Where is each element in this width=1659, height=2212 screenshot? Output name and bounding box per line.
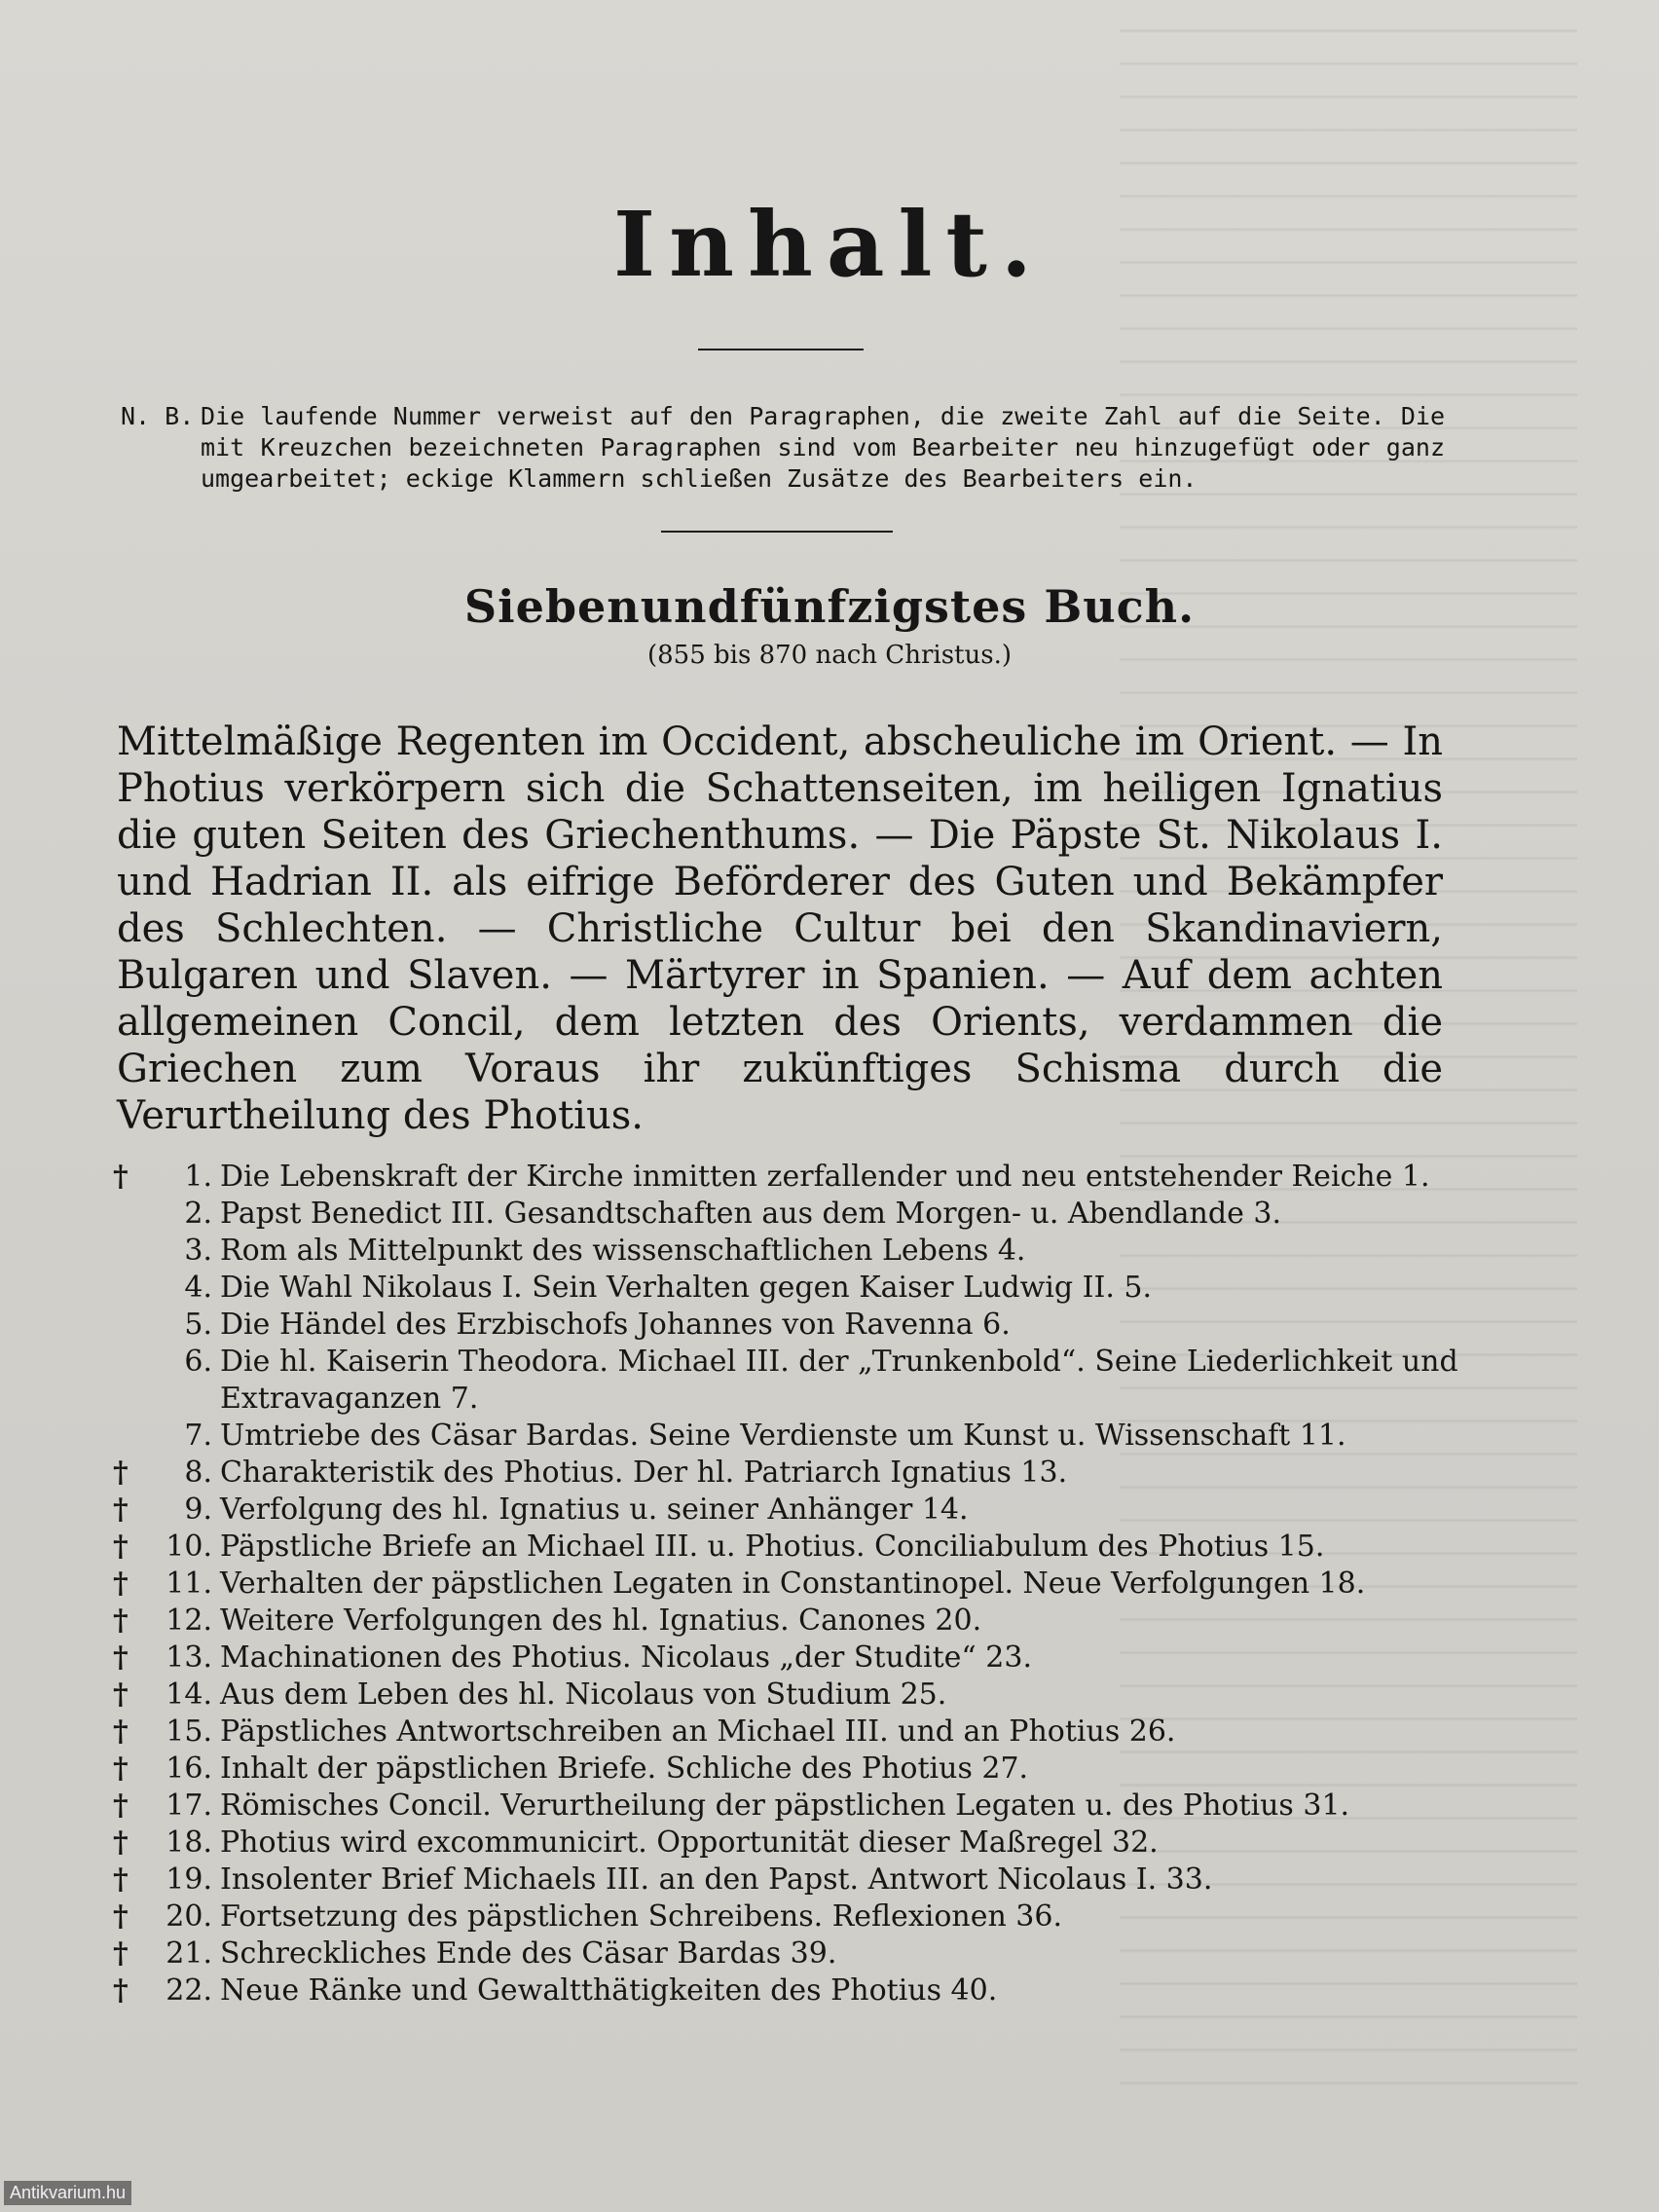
table-of-contents: [109, 1159, 1472, 2009]
toc-entry: [109, 1936, 1472, 1972]
entry-number: 8.: [184, 1456, 212, 1490]
toc-entry: [109, 1825, 1472, 1862]
cross-mark: †: [113, 1862, 129, 1897]
toc-entry: [109, 1270, 1472, 1307]
toc-entry: [109, 1307, 1472, 1344]
entry-text: Papst Benedict III. Gesandtschaften aus dem Morgen- u. Abendlande 3.: [220, 1197, 1281, 1231]
entry-text: Photius wird excommunicirt. Opportunität dieser Maßregel 32.: [220, 1825, 1159, 1860]
toc-entry: [109, 1788, 1472, 1825]
entry-text: Die Wahl Nikolaus I. Sein Verhalten gegen Kaiser Ludwig II. 5.: [220, 1271, 1153, 1305]
cross-mark: †: [113, 1567, 129, 1601]
cross-mark: †: [113, 1677, 129, 1712]
entry-number: 13.: [166, 1641, 212, 1675]
note-divider: [661, 531, 893, 533]
entry-number: 1.: [184, 1160, 212, 1194]
entry-number: 18.: [166, 1825, 212, 1860]
toc-entry: [109, 1899, 1472, 1936]
entry-text: Rom als Mittelpunkt des wissenschaftlichen Lebens 4.: [220, 1234, 1026, 1268]
entry-text: Die hl. Kaiserin Theodora. Michael III. der „Trunkenbold“. Seine Liederlichkeit und Extravaganzen 7.: [220, 1345, 1458, 1416]
entry-text: Weitere Verfolgungen des hl. Ignatius. Canones 20.: [220, 1604, 982, 1638]
cross-mark: †: [113, 1788, 129, 1823]
title-divider: [698, 349, 864, 350]
toc-entry: [109, 1196, 1472, 1233]
editorial-note: [121, 401, 1445, 495]
entry-number: 14.: [166, 1677, 212, 1712]
note-label: N. B.: [121, 402, 195, 430]
entry-text: Aus dem Leben des hl. Nicolaus von Studium 25.: [220, 1677, 947, 1712]
entry-number: 19.: [166, 1862, 212, 1897]
note-text: Die laufende Nummer verweist auf den Paragraphen, die zweite Zahl auf die Seite. Die mit Kreuzchen bezeichneten Paragraphen sind vom Bearbeiter neu hinzugefügt oder ganz umgearbeitet; eckige Klammern schließen Zusätze des Bearbeiters ein.: [201, 402, 1445, 493]
toc-entry: [109, 1714, 1472, 1751]
entry-number: 15.: [166, 1714, 212, 1749]
entry-number: 7.: [184, 1419, 212, 1453]
entry-text: Verhalten der päpstlichen Legaten in Constantinopel. Neue Verfolgungen 18.: [220, 1567, 1366, 1601]
entry-text: Päpstliches Antwortschreiben an Michael III. und an Photius 26.: [220, 1714, 1176, 1749]
entry-number: 3.: [184, 1234, 212, 1268]
toc-entry: [109, 1640, 1472, 1677]
entry-text: Machinationen des Photius. Nicolaus „der Studite“ 23.: [220, 1641, 1033, 1675]
toc-entry: [109, 1455, 1472, 1492]
toc-entry: [109, 1529, 1472, 1566]
cross-mark: †: [113, 1899, 129, 1934]
cross-mark: †: [113, 1825, 129, 1860]
entry-text: Die Lebenskraft der Kirche inmitten zerfallender und neu entstehender Reiche 1.: [220, 1160, 1430, 1194]
entry-number: 17.: [166, 1788, 212, 1823]
entry-text: Die Händel des Erzbischofs Johannes von Ravenna 6.: [220, 1308, 1011, 1342]
entry-text: Inhalt der päpstlichen Briefe. Schliche des Photius 27.: [220, 1751, 1029, 1786]
toc-entry: [109, 1972, 1472, 2009]
toc-entry: [109, 1418, 1472, 1455]
cross-mark: †: [113, 1604, 129, 1638]
book-dates: (855 bis 870 nach Christus.): [647, 641, 1012, 670]
toc-entry: [109, 1233, 1472, 1270]
entry-number: 22.: [166, 1973, 212, 2008]
entry-number: 16.: [166, 1751, 212, 1786]
entry-number: 5.: [184, 1308, 212, 1342]
entry-number: 11.: [166, 1567, 212, 1601]
entry-text: Verfolgung des hl. Ignatius u. seiner Anhänger 14.: [220, 1493, 969, 1527]
cross-mark: †: [113, 1751, 129, 1786]
entry-number: 10.: [166, 1530, 212, 1564]
entry-text: Päpstliche Briefe an Michael III. u. Photius. Conciliabulum des Photius 15.: [220, 1530, 1325, 1564]
entry-number: 9.: [184, 1493, 212, 1527]
toc-entry: [109, 1751, 1472, 1788]
cross-mark: †: [113, 1936, 129, 1971]
toc-entry: [109, 1344, 1472, 1418]
entry-text: Neue Ränke und Gewaltthätigkeiten des Photius 40.: [220, 1973, 998, 2008]
toc-entry: [109, 1862, 1472, 1899]
toc-entry: [109, 1603, 1472, 1640]
watermark: Antikvarium.hu: [4, 2181, 131, 2205]
toc-entry: [109, 1159, 1472, 1196]
cross-mark: †: [113, 1530, 129, 1564]
entry-number: 4.: [184, 1271, 212, 1305]
entry-text: Fortsetzung des päpstlichen Schreibens. Reflexionen 36.: [220, 1899, 1063, 1934]
cross-mark: †: [113, 1714, 129, 1749]
entry-text: Charakteristik des Photius. Der hl. Patriarch Ignatius 13.: [220, 1456, 1068, 1490]
page-title: Inhalt.: [613, 192, 1046, 297]
entry-text: Insolenter Brief Michaels III. an den Papst. Antwort Nicolaus I. 33.: [220, 1862, 1213, 1897]
toc-entry: [109, 1677, 1472, 1714]
cross-mark: †: [113, 1160, 129, 1194]
toc-entry: [109, 1566, 1472, 1603]
cross-mark: †: [113, 1973, 129, 2008]
entry-text: Römisches Concil. Verurtheilung der päpstlichen Legaten u. des Photius 31.: [220, 1788, 1350, 1823]
entry-text: Umtriebe des Cäsar Bardas. Seine Verdienste um Kunst u. Wissenschaft 11.: [220, 1419, 1346, 1453]
toc-entry: [109, 1492, 1472, 1529]
entry-number: 6.: [184, 1345, 212, 1379]
cross-mark: †: [113, 1456, 129, 1490]
entry-text: Schreckliches Ende des Cäsar Bardas 39.: [220, 1936, 837, 1971]
book-summary: Mittelmäßige Regenten im Occident, abscheuliche im Orient. — In Photius verkörpern sich die Schattenseiten, im heiligen Ignatius die guten Seiten des Griechenthums. — Die Päpste St. Nikolaus I. und Hadrian II. als eifrige Beförderer des Guten und Bekämpfer des Schlechten. — Christliche Cultur bei den Skandinaviern, Bulgaren und Slaven. — Märtyrer in Spanien. — Auf dem achten allgemeinen Concil, dem letzten des Orients, verdammen die Griechen zum Voraus ihr zukünftiges Schisma durch die Verurtheilung des Photius.: [117, 719, 1443, 1138]
entry-number: 20.: [166, 1899, 212, 1934]
entry-number: 21.: [166, 1936, 212, 1971]
cross-mark: †: [113, 1641, 129, 1675]
cross-mark: †: [113, 1493, 129, 1527]
book-title: Siebenundfünfzigstes Buch.: [463, 580, 1196, 633]
entry-number: 2.: [184, 1197, 212, 1231]
entry-number: 12.: [166, 1604, 212, 1638]
